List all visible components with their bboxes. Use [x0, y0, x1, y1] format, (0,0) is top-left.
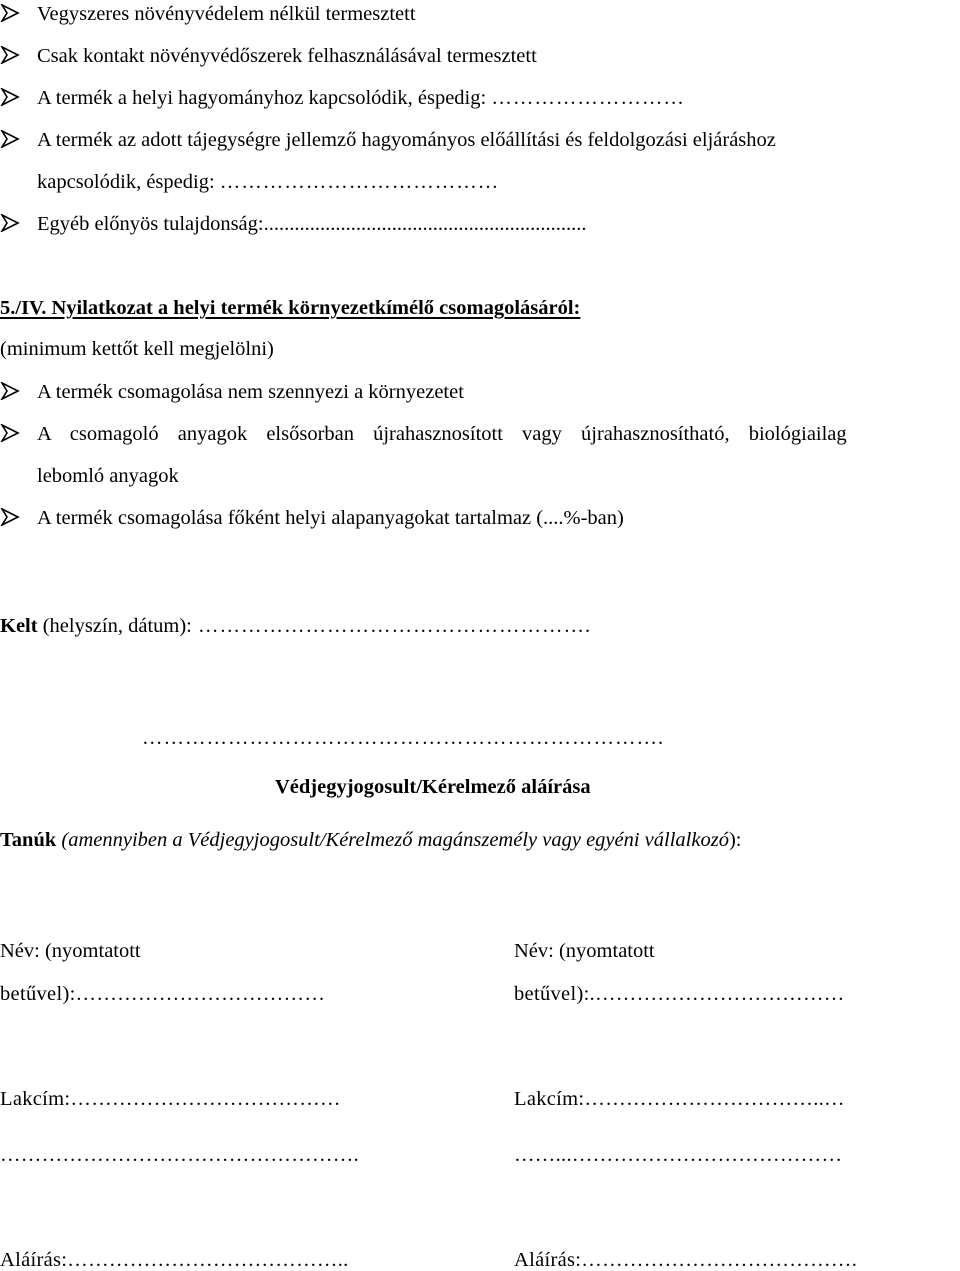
- date-label-bold: Kelt: [0, 615, 38, 637]
- checklist-item-continuation: [37, 172, 499, 193]
- witness-2-name-field[interactable]: betűvel):.………………………………: [514, 983, 845, 1005]
- fill-in-blank[interactable]: …………………………………: [219, 171, 500, 193]
- witnesses-label: [0, 830, 741, 851]
- date-fill-in[interactable]: ……………………………………………….: [191, 615, 592, 637]
- arrow-bullet-icon: [0, 214, 22, 234]
- checklist-item-label: [37, 88, 685, 109]
- witness-1-address-field[interactable]: Lakcím:…………………………………: [0, 1088, 341, 1110]
- witness-2-name-label: Név: (nyomtatott: [514, 940, 655, 962]
- witness-1-address-field-2[interactable]: …………………………………………….: [0, 1144, 360, 1166]
- item-text: kapcsolódik, éspedig:: [37, 171, 215, 193]
- item-text: A termék a helyi hagyományhoz kapcsolódik, éspedig:: [37, 87, 487, 109]
- signature-dots[interactable]: [142, 728, 664, 749]
- arrow-bullet-icon: [0, 424, 22, 444]
- witnesses-label-end: ):: [728, 829, 742, 851]
- witness-2-signature-field[interactable]: Aláírás:………………………………….: [514, 1249, 858, 1271]
- witness-1-signature-field[interactable]: Aláírás:…………………………………..: [0, 1249, 349, 1271]
- date-label: (helyszín, dátum):: [37, 615, 192, 637]
- date-line: [0, 616, 591, 637]
- witness-1-name-label: Név: (nyomtatott: [0, 940, 141, 962]
- arrow-bullet-icon: [0, 130, 22, 150]
- signature-fill-in[interactable]: ……………………………………………………………….: [142, 727, 665, 749]
- signature-label: Védjegyjogosult/Kérelmező aláírása: [275, 776, 591, 798]
- fill-in-blank[interactable]: ………………………: [491, 87, 685, 109]
- witnesses-label-bold: Tanúk: [0, 829, 57, 851]
- arrow-bullet-icon: [0, 382, 22, 402]
- witness-1-name-field[interactable]: betűvel):………………………………: [0, 983, 326, 1005]
- checklist-item-label: Vegyszeres növényvédelem nélkül termesztett: [37, 3, 416, 25]
- checklist-item-label: A termék az adott tájegységre jellemző hagyományos előállítási és feldolgozási eljáráshoz: [37, 129, 776, 151]
- arrow-bullet-icon: [0, 88, 22, 108]
- witness-2-address-field-2[interactable]: ……...…………………………………: [514, 1144, 843, 1166]
- section-heading: [0, 298, 580, 319]
- witness-2-address-field[interactable]: Lakcím:……………………………..…: [514, 1088, 845, 1110]
- checklist-item-continuation: lebomló anyagok: [37, 465, 179, 487]
- checklist-item-label: Csak kontakt növényvédőszerek felhasználásával termesztett: [37, 45, 537, 67]
- arrow-bullet-icon: [0, 46, 22, 66]
- checklist-item-label: Egyéb előnyös tulajdonság:...............................................................: [37, 213, 587, 235]
- arrow-bullet-icon: [0, 4, 22, 24]
- checklist-item-label: A csomagoló anyagok elsősorban újrahasznosított vagy újrahasznosítható, biológiailag: [37, 423, 847, 445]
- arrow-bullet-icon: [0, 508, 22, 528]
- witnesses-label-italic: (amennyiben a Védjegyjogosult/Kérelmező magánszemély vagy egyéni vállalkozó: [61, 829, 729, 851]
- checklist-item-label: A termék csomagolása nem szennyezi a környezetet: [37, 381, 464, 403]
- checklist-item-label: A termék csomagolása főként helyi alapanyagokat tartalmaz (....%-ban): [37, 507, 624, 529]
- section-heading-text: 5./IV. Nyilatkozat a helyi termék környezetkímélő csomagolásáról:: [0, 297, 581, 319]
- section-note: (minimum kettőt kell megjelölni): [0, 338, 274, 360]
